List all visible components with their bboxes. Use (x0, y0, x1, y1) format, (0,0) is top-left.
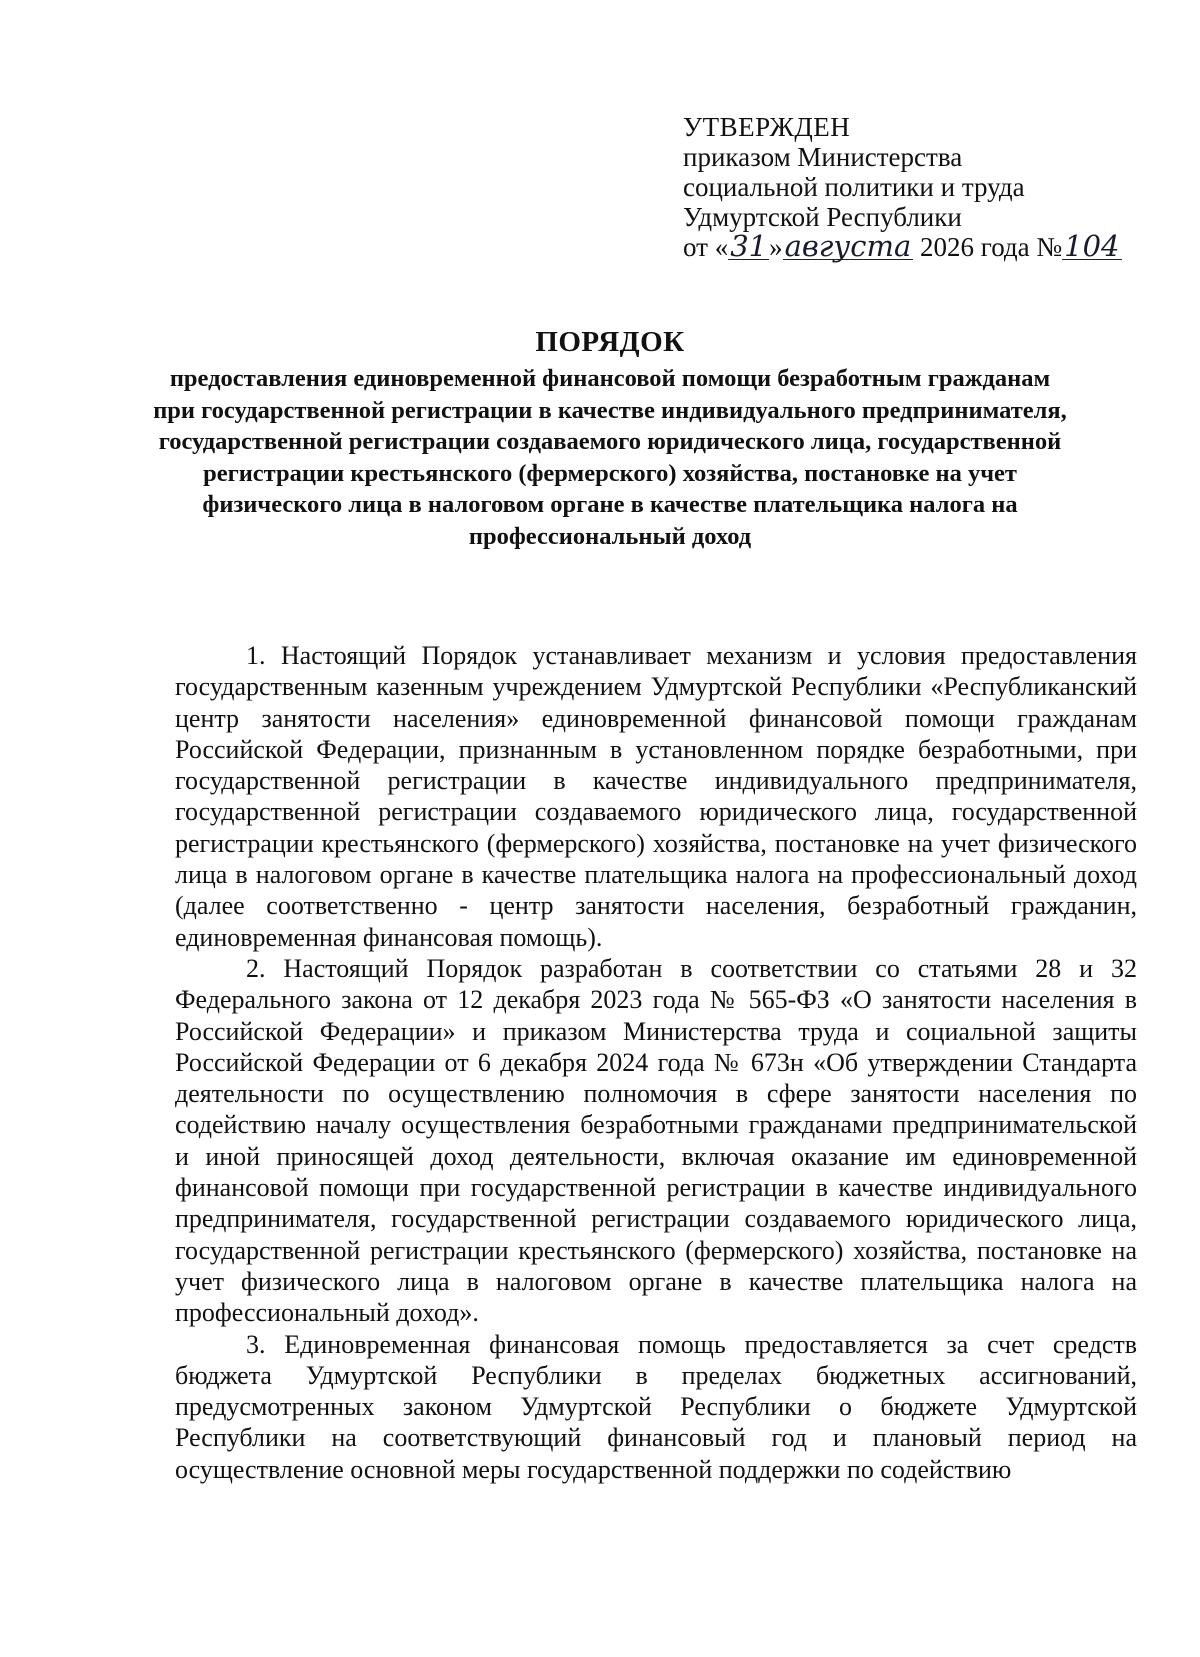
date-prefix: от « (683, 232, 729, 262)
document-subtitle: предоставления единовременной финансовой помощи безработным гражданам при государственной регистрации в качестве индивидуального предпринимателя, государственной регистрации создаваемого юридического лица, государственной регистрации крестьянского (фермерского) хозяйства, постановке на учет физического лица в налоговом органе в качестве плательщика налога на профессиональный доход (153, 365, 1067, 550)
date-mid: » (769, 232, 783, 262)
document-title: ПОРЯДОК (535, 326, 685, 358)
paragraph-2: 2. Настоящий Порядок разработан в соответствии со статьями 28 и 32 Федерального закона от 12 декабря 2023 года № 565-ФЗ «О занятости населения в Российской Федерации» и приказом Министерства труда и социальной защиты Российской Федерации от 6 декабря 2024 года № 673н «Об утверждении Стандарта деятельности по осуществлению полномочия в сфере занятости населения по содействию началу осуществления безработными гражданами предпринимательской и иной приносящей доход деятельности, включая оказание им единовременной финансовой помощи при государственной регистрации в качестве индивидуального предпринимателя, государственной регистрации создаваемого юридического лица, государственной регистрации крестьянского (фермерского) хозяйства, постановке на учет физического лица в налоговом органе в качестве плательщика налога на профессиональный доход». (175, 953, 1137, 1328)
date-year-text: 2026 года № (913, 232, 1063, 262)
document-title-block (150, 325, 1070, 552)
approval-title: УТВЕРЖДЕН (683, 112, 851, 142)
paragraph-1: 1. Настоящий Порядок устанавливает механизм и условия предоставления государственным казенным учреждением Удмуртской Республики «Республиканский центр занятости населения» единовременной финансовой помощи гражданам Российской Федерации, признанным в установленном порядке безработными, при государственной регистрации в качестве индивидуального предпринимателя, государственной регистрации создаваемого юридического лица, государственной регистрации крестьянского (фермерского) хозяйства, постановке на учет физического лица в налоговом органе в качестве плательщика налога на профессиональный доход (далее соответственно - центр занятости населения, безработный гражданин, единовременная финансовая помощь). (175, 641, 1137, 952)
approval-line-2: социальной политики и труда (683, 172, 1025, 202)
date-month-handwritten: августа (784, 229, 912, 263)
order-number-handwritten: 104 (1064, 229, 1120, 263)
approval-block (683, 112, 1163, 262)
approval-line-3: Удмуртской Республики (683, 202, 962, 232)
approval-line-1: приказом Министерства (683, 142, 963, 172)
document-body (175, 640, 1137, 1485)
approval-date-line (683, 229, 1163, 263)
paragraph-3: 3. Единовременная финансовая помощь предоставляется за счет средств бюджета Удмуртской Республики в пределах бюджетных ассигнований, предусмотренных законом Удмуртской Республики о бюджете Удмуртской Республики на соответствующий финансовый год и плановый период на осуществление основной меры государственной поддержки по содействию (175, 1329, 1137, 1484)
date-day-handwritten: 31 (730, 229, 768, 263)
